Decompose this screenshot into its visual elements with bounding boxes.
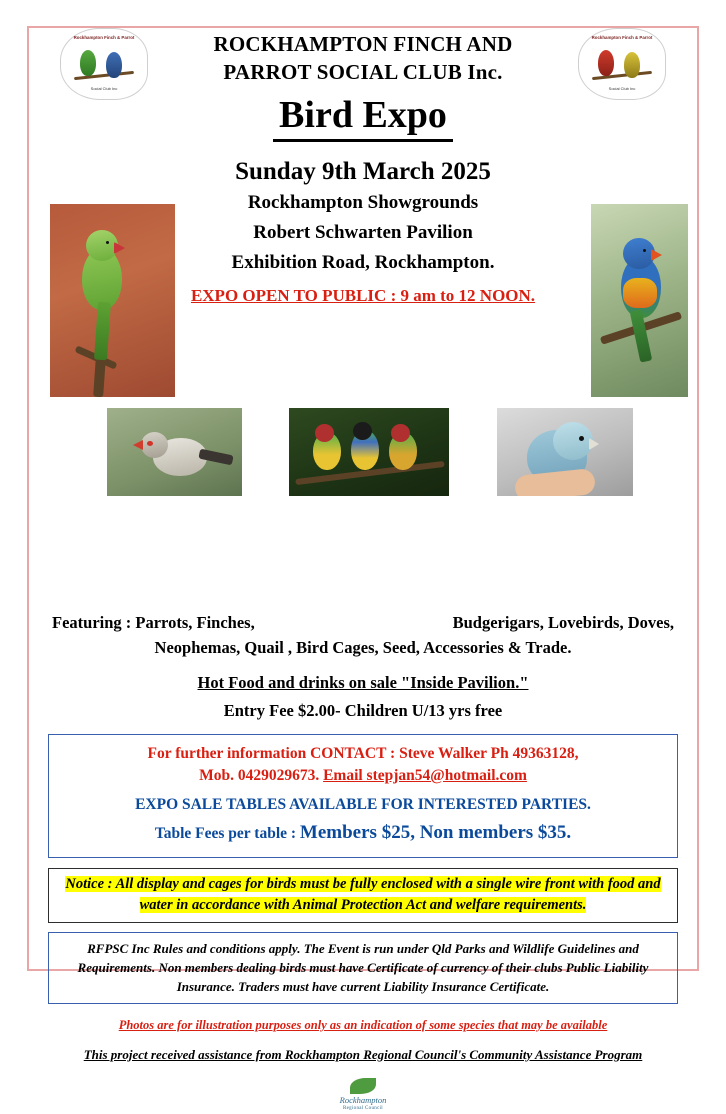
- club-name-line-2: PARROT SOCIAL CLUB Inc.: [223, 60, 503, 84]
- lorikeet-beak-shape: [651, 249, 662, 261]
- table-fees-value: Members $25, Non members $35.: [299, 822, 572, 843]
- parrot-eye-shape: [106, 241, 109, 244]
- venue-line-2: Robert Schwarten Pavilion: [253, 222, 473, 243]
- logo-caption-bottom: Social Club Inc: [90, 86, 118, 91]
- poster-header: [48, 8, 678, 142]
- club-logo-right-icon: [578, 28, 666, 100]
- poster-content: [8, 8, 718, 1114]
- lorikeet-eye-shape: [643, 249, 646, 252]
- logo-bird-red-icon: [598, 50, 614, 76]
- venue-line-1: Rockhampton Showgrounds: [247, 192, 479, 213]
- logo-bird-blue-icon: [106, 52, 122, 78]
- notice-box: [48, 868, 678, 923]
- logo-bird-green-icon: [80, 50, 96, 76]
- rules-box: [48, 932, 678, 1004]
- finch-eye-shape: [147, 441, 153, 446]
- finch-beak-shape: [133, 440, 143, 450]
- club-logo-left-icon: [60, 28, 148, 100]
- featuring-line-2: Neophemas, Quail , Bird Cages, Seed, Accessories & Trade.: [154, 638, 572, 657]
- council-leaf-shape: [350, 1078, 376, 1094]
- entry-fee-text: Entry Fee $2.00- Children U/13 yrs free: [223, 701, 503, 720]
- table-fees-line: [59, 820, 667, 847]
- diamond-firetail-finch-photo: [107, 408, 242, 496]
- poster-title: Bird Expo: [273, 92, 453, 142]
- featuring-left-text: Featuring : Parrots, Finches,: [52, 613, 255, 632]
- featuring-row-1: [52, 610, 674, 635]
- council-logo-sub: Regional Council: [343, 1106, 383, 1111]
- expo-open-hours: EXPO OPEN TO PUBLIC : 9 am to 12 NOON.: [190, 286, 536, 305]
- parrotlet-eye-shape: [579, 436, 584, 441]
- rockhampton-council-logo-icon: [332, 1078, 394, 1112]
- contact-mobile-text: Mob. 0429029673.: [199, 767, 324, 784]
- indian-ringneck-parrot-photo: [50, 204, 175, 397]
- finger-shape: [514, 468, 596, 496]
- gouldian-finches-photo: [289, 408, 449, 496]
- contact-line-2: [59, 765, 667, 787]
- gouldian-head-shape: [315, 424, 334, 442]
- rainbow-lorikeet-photo: [591, 204, 688, 397]
- council-logo-area: [8, 1078, 718, 1114]
- council-logo-word: Rockhampton: [339, 1095, 387, 1105]
- contact-box: [48, 734, 678, 858]
- notice-text: Notice : All display and cages for birds must be fully enclosed with a single wire front with food and water in accordance with Animal Protection Act and welfare requirements.: [65, 876, 661, 913]
- parrotlet-head-shape: [553, 422, 593, 460]
- lorikeet-breast-shape: [623, 278, 657, 308]
- gouldian-head-shape: [353, 422, 372, 440]
- contact-email-link[interactable]: Email stepjan54@hotmail.com: [323, 767, 527, 784]
- logo-caption-bottom: Social Club Inc: [608, 86, 636, 91]
- rules-text: RFPSC Inc Rules and conditions apply. The Event is run under Qld Parks and Wildlife Guidelines and Requirements. Non members dealing birds must have Certificate of currency of their clubs Public Liability Insurance. Traders must have current Liability Insurance Certificate.: [77, 941, 649, 994]
- gouldian-head-shape: [391, 424, 410, 442]
- event-date: Sunday 9th March 2025: [235, 158, 491, 185]
- venue-line-3: Exhibition Road, Rockhampton.: [231, 252, 495, 273]
- footnote-photos-disclaimer: Photos are for illustration purposes only as an indication of some species that may be available: [118, 1018, 608, 1032]
- logo-caption-top: Rockhampton Finch & Parrot: [73, 35, 135, 40]
- hot-food-text: Hot Food and drinks on sale "Inside Pavilion.": [197, 673, 529, 692]
- lorikeet-tail-shape: [630, 309, 653, 362]
- finch-head-shape: [141, 432, 168, 458]
- parrotlet-beak-shape: [589, 438, 599, 450]
- tables-available-text: EXPO SALE TABLES AVAILABLE FOR INTERESTED PARTIES.: [135, 796, 591, 813]
- footnote-council-assistance: This project received assistance from Rockhampton Regional Council's Community Assistance Program: [83, 1047, 643, 1062]
- pacific-parrotlet-photo: [497, 408, 633, 496]
- table-fees-label: Table Fees per table :: [154, 825, 300, 842]
- contact-line-1: For further information CONTACT : Steve Walker Ph 49363128,: [147, 745, 579, 762]
- parrot-beak-shape: [114, 242, 125, 254]
- featuring-right-text: Budgerigars, Lovebirds, Doves,: [452, 613, 674, 632]
- logo-bird-yellow-icon: [624, 52, 640, 78]
- club-name-line-1: ROCKHAMPTON FINCH AND: [213, 32, 513, 56]
- logo-caption-top: Rockhampton Finch & Parrot: [591, 35, 653, 40]
- parrot-tail-shape: [94, 302, 111, 361]
